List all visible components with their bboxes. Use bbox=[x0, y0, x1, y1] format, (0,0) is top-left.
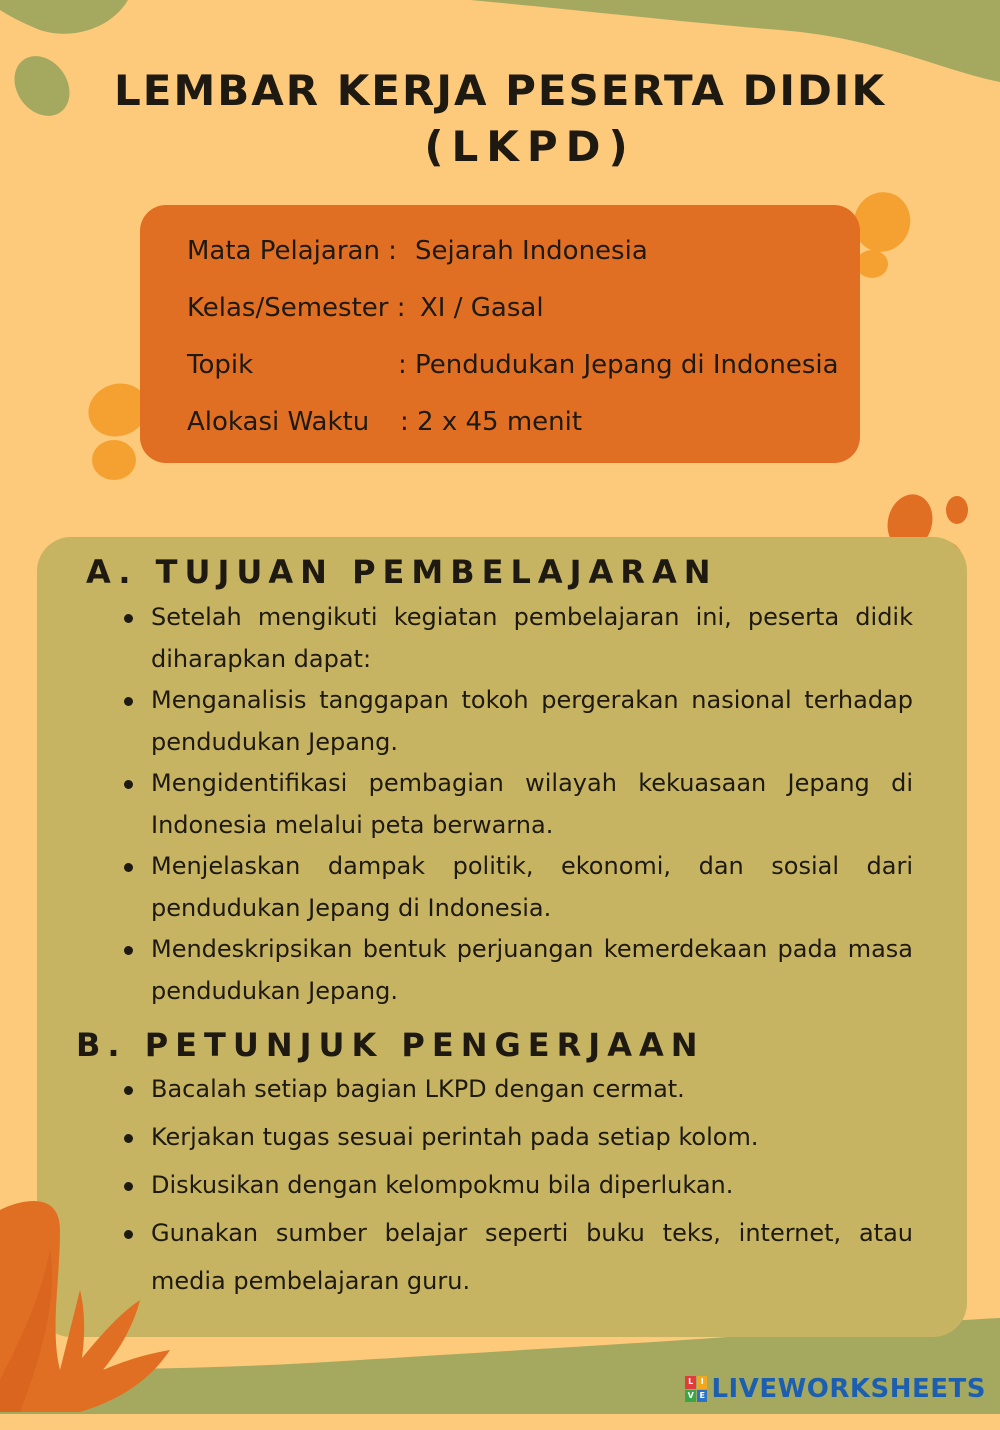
blob-top-right-3 bbox=[856, 250, 888, 278]
bullet-dot bbox=[124, 697, 133, 706]
class-value: XI / Gasal bbox=[420, 293, 544, 323]
blob-content-2 bbox=[946, 496, 968, 524]
section-a-item-1-line-2: diharapkan dapat: bbox=[151, 645, 372, 673]
top-left-corner-shape bbox=[0, 0, 128, 34]
section-a-item-3-line-2: Indonesia melalui peta berwarna. bbox=[151, 811, 554, 839]
blob-left-3 bbox=[92, 440, 136, 480]
bullet-dot bbox=[124, 614, 133, 623]
bullet-dot bbox=[124, 780, 133, 789]
section-a-item-4-line-1: Menjelaskan dampak politik, ekonomi, dan sosial dari bbox=[151, 852, 913, 880]
section-a-item-5-line-2: pendudukan Jepang. bbox=[151, 977, 398, 1005]
section-a-item-4-line-2: pendudukan Jepang di Indonesia. bbox=[151, 894, 552, 922]
logo-letter: V bbox=[685, 1390, 696, 1403]
section-a-item-3-line-1: Mengidentifikasi pembagian wilayah kekuasaan Jepang di bbox=[151, 769, 913, 797]
subject-value: Sejarah Indonesia bbox=[415, 236, 648, 266]
liveworksheets-text: LIVEWORKSHEETS bbox=[711, 1374, 986, 1404]
liveworksheets-watermark[interactable] bbox=[685, 1374, 986, 1404]
logo-letter: L bbox=[685, 1376, 696, 1389]
section-a-item-1-line-1: Setelah mengikuti kegiatan pembelajaran ini, peserta didik bbox=[151, 603, 913, 631]
liveworksheets-logo-icon bbox=[685, 1376, 707, 1402]
section-a-item-5-line-1: Mendeskripsikan bentuk perjuangan kemerdekaan pada masa bbox=[151, 935, 913, 963]
logo-letter: E bbox=[697, 1390, 708, 1403]
bullet-dot bbox=[124, 1086, 133, 1095]
time-value: : 2 x 45 menit bbox=[400, 407, 583, 437]
page-title-line2: (LKPD) bbox=[424, 122, 636, 171]
topic-label: Topik bbox=[187, 350, 254, 380]
logo-letter: I bbox=[697, 1376, 708, 1389]
time-label: Alokasi Waktu bbox=[187, 407, 370, 437]
subject-label: Mata Pelajaran : bbox=[187, 236, 397, 266]
bullet-dot bbox=[124, 1182, 133, 1191]
class-label: Kelas/Semester : bbox=[187, 293, 406, 323]
bullet-dot bbox=[124, 1134, 133, 1143]
section-b-item-4-line-1: Gunakan sumber belajar seperti buku teks, internet, atau bbox=[151, 1219, 913, 1247]
section-b-item-4-line-2: media pembelajaran guru. bbox=[151, 1267, 471, 1295]
topic-value: : Pendudukan Jepang di Indonesia bbox=[398, 350, 839, 380]
section-b-item-2: Kerjakan tugas sesuai perintah pada setiap kolom. bbox=[151, 1123, 759, 1151]
bullet-dot bbox=[124, 946, 133, 955]
section-a-heading: A. TUJUAN PEMBELAJARAN bbox=[86, 553, 718, 591]
section-a-item-2-line-2: pendudukan Jepang. bbox=[151, 728, 398, 756]
page-title-line1: LEMBAR KERJA PESERTA DIDIK bbox=[114, 66, 886, 115]
section-b-item-3: Diskusikan dengan kelompokmu bila diperlukan. bbox=[151, 1171, 734, 1199]
section-b-heading: B. PETUNJUK PENGERJAAN bbox=[76, 1026, 705, 1064]
section-b-item-1: Bacalah setiap bagian LKPD dengan cermat. bbox=[151, 1075, 685, 1103]
section-a-item-2-line-1: Menganalisis tanggapan tokoh pergerakan nasional terhadap bbox=[151, 686, 913, 714]
bullet-dot bbox=[124, 1230, 133, 1239]
bullet-dot bbox=[124, 863, 133, 872]
